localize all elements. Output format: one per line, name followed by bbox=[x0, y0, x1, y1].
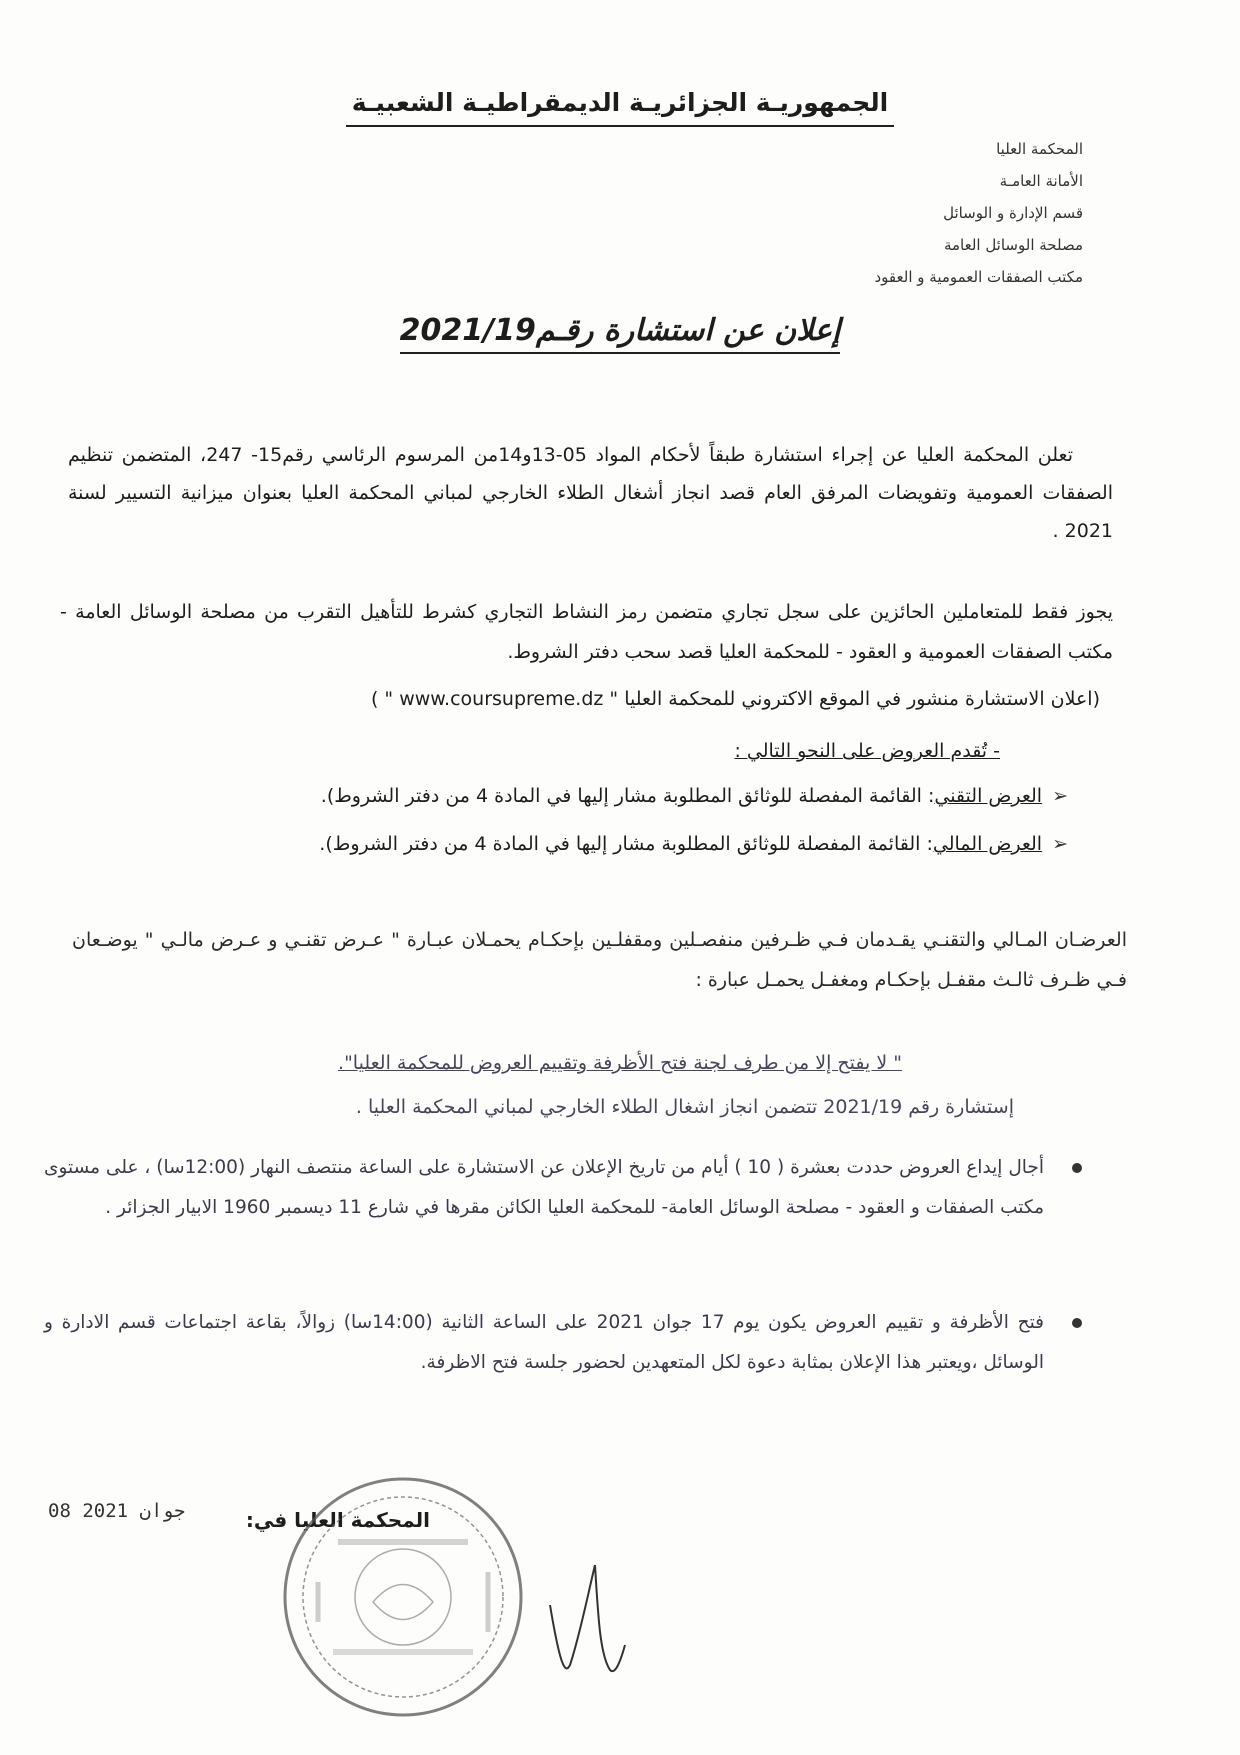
handwritten-date: 08 جوان 2021 bbox=[48, 1500, 186, 1522]
do-not-open-line: " لا يفتح إلا من طرف لجنة فتح الأظرفة وتقييم العروض للمحكمة العليا". bbox=[338, 1052, 902, 1074]
envelopes-paragraph: العرضـان المـالي والتقنـي يقـدمان فـي ظـرفين منفصـلين ومقفلـين بإحكـام يحمـلان عبـارة " عـرض تقنـي و عـرض مالـي " يوضـعان فـي ظـرف ثالـث مقفـل بإحكـام ومغفـل يحمـل عبارة : bbox=[72, 929, 1127, 991]
eligibility-paragraph: يجوز فقط للمتعاملين الحائزين على سجل تجاري متضمن رمز النشاط التجاري كشرط للتأهيل التقرب من مصلحة الوسائل العامة - مكتب الصفقات العمومية و العقود - للمحكمة العليا قصد سحب دفتر الشروط. bbox=[60, 601, 1113, 663]
org-line-court: المحكمة العليا bbox=[996, 140, 1083, 158]
technical-offer-text: : القائمة المفصلة للوثائق المطلوبة مشار إليها في المادة 4 من دفتر الشروط). bbox=[320, 785, 935, 807]
announcement-title: إعلان عن استشارة رقـم2021/19 bbox=[0, 313, 1240, 348]
org-line-admin-dept: قسم الإدارة و الوسائل bbox=[943, 204, 1083, 222]
website-line: (اعلان الاستشارة منشور في الموقع الاكتروني للمحكمة العليا " www.coursupreme.dz " ) bbox=[370, 688, 1100, 710]
technical-offer-item bbox=[321, 785, 1068, 807]
org-line-contracts-office: مكتب الصفقات العمومية و العقود bbox=[874, 268, 1083, 286]
bullet-opening: فتح الأظرفة و تقييم العروض يكون يوم 17 جوان 2021 على الساعة الثانية (14:00سا) زوالاً، بقاعة اجتماعات قسم الادارة و الوسائل ،ويعتبر هذا الإعلان بمثابة دعوة لكل المتعهدين لحضور جلسة فتح الاظرفة. bbox=[44, 1303, 1044, 1383]
financial-offer-label: العرض المالي bbox=[932, 833, 1043, 855]
subject-line: إستشارة رقم 2021/19 تتضمن انجاز اشغال الطلاء الخارجي لمباني المحكمة العليا . bbox=[355, 1096, 1014, 1118]
financial-offer-item bbox=[319, 833, 1068, 855]
bullet-dot bbox=[1072, 1163, 1082, 1173]
bullet-dot bbox=[1072, 1318, 1082, 1328]
org-line-secretariat: الأمانة العامـة bbox=[999, 172, 1083, 190]
org-line-general-means: مصلحة الوسائل العامة bbox=[943, 236, 1083, 254]
offers-heading: - تُقدم العروض على النحو التالي : bbox=[734, 740, 1000, 762]
arrow-icon: ➢ bbox=[1052, 833, 1068, 855]
intro-paragraph: تعلن المحكمة العليا عن إجراء استشارة طبقاً لأحكام المواد 05-13و14من المرسوم الرئاسي رقم15- 247، المتضمن تنظيم الصفقات العمومية وتفويضات المرفق العام قصد انجاز أشغال الطلاء الخارجي لمباني المحكمة العليا بعنوان ميزانية التسيير لسنة 2021 . bbox=[68, 444, 1113, 542]
republic-title: الجمهوريـة الجزائريـة الديمقراطيـة الشعبيـة bbox=[346, 88, 894, 127]
handwritten-signature-icon bbox=[540, 1545, 630, 1685]
arrow-icon: ➢ bbox=[1052, 785, 1068, 807]
financial-offer-text: : القائمة المفصلة للوثائق المطلوبة مشار إليها في المادة 4 من دفتر الشروط). bbox=[319, 833, 933, 855]
bullet-deadline: أجال إيداع العروض حددت بعشرة ( 10 ) أيام من تاريخ الإعلان عن الاستشارة على الساعة منتصف النهار (12:00سا) ، على مستوى مكتب الصفقات و العقود - مصلحة الوسائل العامة- للمحكمة العليا الكائن مقرها في شارع 11 ديسمبر 1960 الابيار الجزائر . bbox=[44, 1148, 1044, 1228]
court-stamp-icon bbox=[278, 1472, 528, 1722]
signature-label: المحكمة العليا في: bbox=[245, 1508, 430, 1532]
technical-offer-label: العرض التقني bbox=[934, 785, 1043, 807]
republic-header bbox=[0, 88, 1240, 117]
